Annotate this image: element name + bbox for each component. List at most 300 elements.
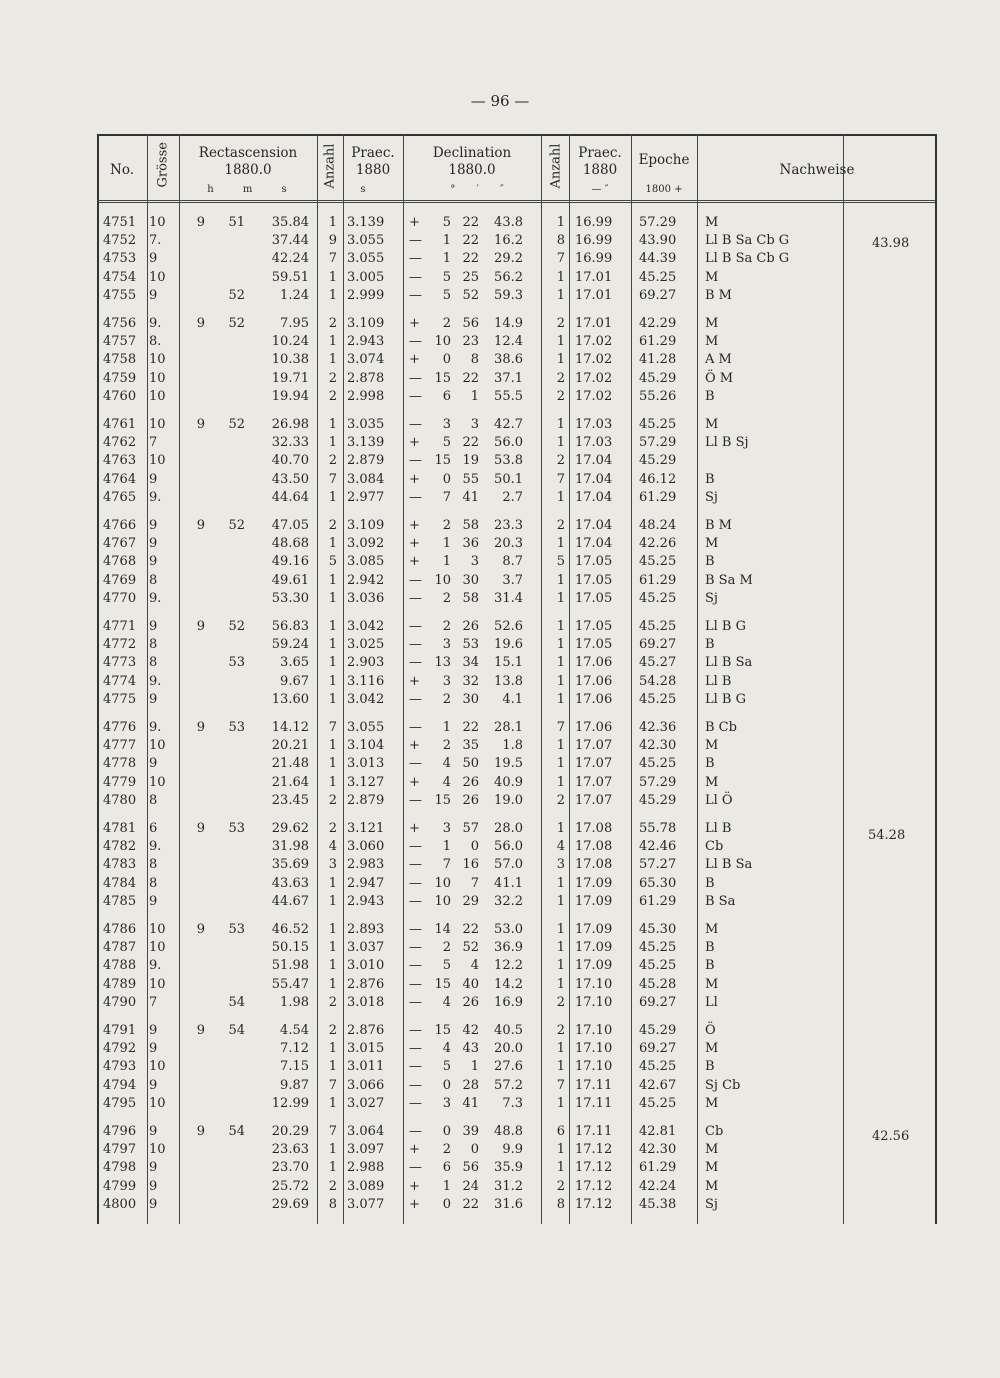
table-row — [97, 994, 935, 1012]
table-row — [97, 957, 935, 975]
cell-n2: 1 — [556, 958, 565, 974]
cell-dm: 30 — [462, 691, 479, 707]
cell-pra: 3.015 — [347, 1041, 385, 1057]
cell-dm: 42 — [462, 1023, 479, 1038]
cell-no: 4772 — [103, 637, 137, 653]
cell-no: 4768 — [103, 554, 137, 570]
cell-mag: 7 — [149, 435, 158, 451]
cell-ref: M — [705, 1041, 719, 1057]
cell-dm: 58 — [462, 518, 479, 533]
cell-n2: 1 — [556, 940, 565, 956]
cell-dm: 1 — [470, 388, 479, 404]
cell-dd: 4 — [442, 994, 451, 1010]
cell-ref: Cb — [705, 839, 724, 855]
cell-mag: 8 — [149, 637, 158, 653]
cell-pra: 3.109 — [347, 316, 385, 331]
cell-pra: 2.879 — [347, 453, 385, 469]
cell-mag: 9 — [149, 536, 158, 552]
header-epoche: Epoche — [638, 152, 690, 168]
cell-n2: 1 — [556, 637, 565, 653]
cell-s: 49.61 — [271, 572, 309, 588]
cell-pra: 3.064 — [347, 1124, 385, 1139]
cell-sign: — — [409, 839, 422, 855]
cell-dd: 3 — [442, 1095, 451, 1111]
cell-dm: 50 — [462, 756, 479, 772]
cell-prd: 17.09 — [575, 875, 613, 891]
cell-no: 4771 — [103, 619, 137, 634]
cell-n1: 1 — [328, 489, 337, 505]
cell-ref: B — [705, 940, 715, 956]
cell-ds: 14.2 — [494, 976, 523, 992]
cell-mag: 8 — [149, 792, 158, 808]
cell-ds: 40.9 — [494, 774, 523, 790]
cell-ep: 41.28 — [639, 352, 677, 368]
cell-sign: + — [409, 554, 420, 570]
table-row — [97, 315, 935, 333]
cell-sign: — — [409, 958, 422, 974]
cell-ds: 2.7 — [502, 489, 523, 505]
cell-dd: 4 — [442, 774, 451, 790]
cell-no: 4774 — [103, 673, 137, 689]
cell-pra: 3.042 — [347, 619, 385, 634]
cell-dd: 1 — [442, 251, 451, 267]
cell-dm: 3 — [470, 417, 479, 432]
cell-dm: 8 — [470, 352, 479, 368]
cell-sign: + — [409, 738, 420, 754]
cell-pra: 3.060 — [347, 839, 385, 855]
cell-ds: 28.1 — [494, 720, 523, 735]
cell-pra: 2.977 — [347, 489, 385, 505]
cell-s: 13.60 — [271, 691, 309, 707]
cell-n2: 1 — [556, 1095, 565, 1111]
cell-n1: 1 — [328, 1059, 337, 1075]
cell-dm: 26 — [462, 792, 479, 808]
cell-dd: 15 — [434, 792, 451, 808]
cell-ds: 53.0 — [494, 922, 523, 937]
header-rectascension: Rectascension — [198, 145, 298, 161]
cell-mag: 9 — [149, 287, 158, 303]
cell-pra: 2.943 — [347, 334, 385, 350]
cell-sign: — — [409, 893, 422, 909]
cell-mag: 9. — [149, 316, 162, 331]
cell-dm: 22 — [462, 370, 479, 386]
cell-pra: 2.903 — [347, 655, 385, 671]
cell-no: 4779 — [103, 774, 137, 790]
cell-no: 4791 — [103, 1023, 137, 1038]
cell-pra: 3.097 — [347, 1142, 385, 1158]
cell-n1: 1 — [328, 619, 337, 634]
cell-dm: 22 — [462, 720, 479, 735]
cell-sign: + — [409, 774, 420, 790]
cell-m: 54 — [228, 1124, 245, 1139]
cell-ep: 42.46 — [639, 839, 677, 855]
cell-mag: 7. — [149, 233, 162, 249]
cell-pra: 3.104 — [347, 738, 385, 754]
cell-pra: 2.879 — [347, 792, 385, 808]
cell-pra: 2.878 — [347, 370, 385, 386]
cell-mag: 9 — [149, 251, 158, 267]
cell-n1: 1 — [328, 215, 337, 230]
cell-mag: 10 — [149, 738, 166, 754]
cell-s: 55.47 — [271, 976, 309, 992]
cell-mag: 10 — [149, 453, 166, 469]
cell-m: 53 — [228, 720, 245, 735]
cell-prd: 16.99 — [575, 251, 613, 267]
cell-sign: — — [409, 976, 422, 992]
cell-prd: 17.04 — [575, 536, 613, 552]
cell-ds: 57.0 — [494, 857, 523, 873]
cell-s: 43.50 — [271, 471, 309, 487]
cell-ep: 45.30 — [639, 922, 677, 937]
cell-pra: 2.943 — [347, 893, 385, 909]
cell-n1: 1 — [328, 1142, 337, 1158]
cell-prd: 17.12 — [575, 1196, 613, 1212]
table-row — [97, 388, 935, 406]
cell-s: 12.99 — [271, 1095, 309, 1111]
cell-ep: 45.25 — [639, 417, 677, 432]
cell-sign: — — [409, 1077, 422, 1093]
cell-s: 42.24 — [271, 251, 309, 267]
cell-sign: + — [409, 471, 420, 487]
cell-ep: 42.67 — [639, 1077, 677, 1093]
cell-mag: 9. — [149, 673, 162, 689]
cell-sign: + — [409, 316, 420, 331]
cell-dd: 1 — [442, 720, 451, 735]
cell-ref: B — [705, 875, 715, 891]
cell-pra: 3.085 — [347, 554, 385, 570]
cell-prd: 17.05 — [575, 619, 613, 634]
cell-dd: 1 — [442, 536, 451, 552]
cell-n1: 3 — [328, 857, 337, 873]
cell-h: 9 — [196, 821, 205, 836]
cell-mag: 8 — [149, 875, 158, 891]
cell-ep: 61.29 — [639, 1160, 677, 1176]
cell-mag: 9 — [149, 893, 158, 909]
cell-pra: 2.988 — [347, 1160, 385, 1176]
cell-ep: 45.29 — [639, 792, 677, 808]
cell-ep: 42.26 — [639, 536, 677, 552]
cell-h: 9 — [196, 417, 205, 432]
cell-ds: 31.4 — [494, 590, 523, 606]
cell-ds: 9.9 — [502, 1142, 523, 1158]
cell-ref: M — [705, 334, 719, 350]
cell-ds: 38.6 — [494, 352, 523, 368]
cell-prd: 17.01 — [575, 269, 613, 285]
cell-h: 9 — [196, 1124, 205, 1139]
cell-prd: 17.09 — [575, 940, 613, 956]
header-nachweise: Nachweise — [779, 162, 855, 178]
cell-dm: 7 — [470, 875, 479, 891]
table-row — [97, 517, 935, 535]
cell-prd: 17.07 — [575, 738, 613, 754]
cell-ds: 36.9 — [494, 940, 523, 956]
cell-dm: 57 — [462, 821, 479, 836]
cell-no: 4763 — [103, 453, 137, 469]
cell-sign: + — [409, 518, 420, 533]
cell-pra: 2.942 — [347, 572, 385, 588]
cell-prd: 17.11 — [575, 1077, 613, 1093]
cell-ref: M — [705, 536, 719, 552]
table-row — [97, 774, 935, 792]
cell-pra: 3.055 — [347, 233, 385, 249]
cell-no: 4756 — [103, 316, 137, 331]
cell-prd: 17.04 — [575, 518, 613, 533]
cell-n2: 1 — [556, 287, 565, 303]
cell-s: 29.62 — [271, 821, 309, 836]
cell-no: 4794 — [103, 1077, 137, 1093]
cell-no: 4783 — [103, 857, 137, 873]
cell-ds: 52.6 — [494, 619, 523, 634]
side-note: 42.56 — [872, 1129, 910, 1144]
cell-ep: 48.24 — [639, 518, 677, 533]
cell-sign: — — [409, 417, 422, 432]
cell-dm: 22 — [462, 435, 479, 451]
cell-n2: 1 — [556, 1160, 565, 1176]
cell-mag: 9 — [149, 1196, 158, 1212]
cell-ref: Ll B G — [705, 691, 746, 707]
cell-pra: 2.983 — [347, 857, 385, 873]
cell-sign: + — [409, 215, 420, 230]
cell-m: 53 — [228, 655, 245, 671]
cell-pra: 3.055 — [347, 251, 385, 267]
cell-sign: — — [409, 875, 422, 891]
cell-dd: 2 — [442, 619, 451, 634]
cell-m: 52 — [228, 287, 245, 303]
cell-n1: 2 — [328, 1178, 337, 1194]
cell-mag: 10 — [149, 922, 166, 937]
cell-n1: 1 — [328, 287, 337, 303]
cell-ds: 56.0 — [494, 435, 523, 451]
cell-ep: 45.27 — [639, 655, 677, 671]
cell-s: 19.71 — [271, 370, 309, 386]
cell-no: 4760 — [103, 388, 137, 404]
cell-prd: 17.12 — [575, 1142, 613, 1158]
cell-mag: 10 — [149, 352, 166, 368]
cell-pra: 3.066 — [347, 1077, 385, 1093]
cell-no: 4776 — [103, 720, 137, 735]
cell-ref: B Sa M — [705, 572, 753, 588]
cell-ds: 20.3 — [494, 536, 523, 552]
cell-mag: 10 — [149, 976, 166, 992]
cell-dd: 4 — [442, 1041, 451, 1057]
cell-mag: 9 — [149, 1124, 158, 1139]
cell-n2: 7 — [556, 251, 565, 267]
cell-n1: 1 — [328, 1160, 337, 1176]
table-row — [97, 416, 935, 434]
table-row — [97, 351, 935, 369]
cell-pra: 2.893 — [347, 922, 385, 937]
cell-n1: 1 — [328, 352, 337, 368]
cell-n1: 7 — [328, 720, 337, 735]
cell-dd: 2 — [442, 316, 451, 331]
cell-sign: — — [409, 233, 422, 249]
cell-mag: 10 — [149, 417, 166, 432]
table-row — [97, 921, 935, 939]
cell-s: 10.38 — [271, 352, 309, 368]
cell-ref: Sj Cb — [705, 1077, 741, 1093]
cell-dd: 3 — [442, 637, 451, 653]
cell-ep: 55.78 — [639, 821, 677, 836]
table-row — [97, 1077, 935, 1095]
cell-ep: 45.28 — [639, 976, 677, 992]
cell-ds: 40.5 — [494, 1023, 523, 1038]
cell-ref: B — [705, 554, 715, 570]
cell-ref: Ll B Sj — [705, 435, 749, 451]
cell-ep: 45.29 — [639, 453, 677, 469]
cell-s: 48.68 — [271, 536, 309, 552]
cell-dd: 10 — [434, 875, 451, 891]
cell-sign: — — [409, 1124, 422, 1139]
cell-dd: 15 — [434, 370, 451, 386]
cell-prd: 17.04 — [575, 453, 613, 469]
page-number: — 96 — — [470, 92, 530, 110]
cell-n2: 1 — [556, 1142, 565, 1158]
cell-ep: 61.29 — [639, 572, 677, 588]
cell-n1: 1 — [328, 1095, 337, 1111]
cell-s: 9.87 — [280, 1077, 309, 1093]
table-row — [97, 673, 935, 691]
cell-ep: 46.12 — [639, 471, 677, 487]
cell-no: 4789 — [103, 976, 137, 992]
header-ra-units: h m s — [207, 184, 287, 195]
cell-no: 4754 — [103, 269, 137, 285]
cell-h: 9 — [196, 215, 205, 230]
cell-dm: 19 — [462, 453, 479, 469]
cell-dm: 56 — [462, 1160, 479, 1176]
cell-n2: 1 — [556, 738, 565, 754]
cell-n2: 1 — [556, 976, 565, 992]
cell-pra: 2.947 — [347, 875, 385, 891]
cell-ref: M — [705, 922, 719, 937]
cell-prd: 17.02 — [575, 388, 613, 404]
cell-prd: 17.10 — [575, 976, 613, 992]
cell-n2: 8 — [556, 233, 565, 249]
cell-pra: 3.139 — [347, 215, 385, 230]
cell-pra: 3.025 — [347, 637, 385, 653]
cell-ref: A M — [705, 352, 732, 368]
cell-dm: 3 — [470, 554, 479, 570]
cell-pra: 3.074 — [347, 352, 385, 368]
cell-dd: 3 — [442, 673, 451, 689]
header-groesse: Grösse — [155, 142, 171, 188]
cell-prd: 16.99 — [575, 233, 613, 249]
cell-ds: 37.1 — [494, 370, 523, 386]
cell-pra: 3.077 — [347, 1196, 385, 1212]
cell-dd: 2 — [442, 691, 451, 707]
cell-prd: 17.01 — [575, 316, 613, 331]
cell-no: 4766 — [103, 518, 137, 533]
cell-h: 9 — [196, 518, 205, 533]
table-row — [97, 452, 935, 470]
header-no: No. — [110, 162, 134, 178]
cell-dm: 26 — [462, 994, 479, 1010]
cell-ref: B — [705, 1059, 715, 1075]
cell-n2: 3 — [556, 857, 565, 873]
cell-dd: 15 — [434, 976, 451, 992]
cell-ref: Ll — [705, 994, 718, 1010]
cell-dd: 3 — [442, 417, 451, 432]
cell-pra: 3.035 — [347, 417, 385, 432]
cell-no: 4773 — [103, 655, 137, 671]
cell-sign: — — [409, 1023, 422, 1038]
cell-n2: 1 — [556, 756, 565, 772]
cell-dm: 40 — [462, 976, 479, 992]
table-row — [97, 691, 935, 709]
cell-s: 44.64 — [271, 489, 309, 505]
cell-ep: 45.25 — [639, 1095, 677, 1111]
table-row — [97, 1058, 935, 1076]
cell-n2: 6 — [556, 1124, 565, 1139]
cell-ref: B Sa — [705, 893, 736, 909]
cell-no: 4759 — [103, 370, 137, 386]
cell-dm: 32 — [462, 673, 479, 689]
cell-ep: 45.25 — [639, 958, 677, 974]
cell-ds: 57.2 — [494, 1077, 523, 1093]
cell-sign: — — [409, 287, 422, 303]
cell-mag: 6 — [149, 821, 158, 836]
cell-n2: 2 — [556, 388, 565, 404]
cell-n1: 2 — [328, 821, 337, 836]
cell-s: 40.70 — [271, 453, 309, 469]
cell-ref: M — [705, 1142, 719, 1158]
cell-s: 21.64 — [271, 774, 309, 790]
cell-mag: 9. — [149, 590, 162, 606]
table-row — [97, 1123, 935, 1141]
cell-sign: — — [409, 792, 422, 808]
cell-ds: 48.8 — [494, 1124, 523, 1139]
cell-dd: 0 — [442, 1124, 451, 1139]
cell-no: 4781 — [103, 821, 137, 836]
table-row — [97, 471, 935, 489]
header-praec-year: 1880 — [355, 162, 391, 178]
cell-dm: 52 — [462, 940, 479, 956]
cell-ref: B M — [705, 287, 732, 303]
cell-n1: 1 — [328, 738, 337, 754]
cell-s: 31.98 — [271, 839, 309, 855]
cell-dd: 10 — [434, 334, 451, 350]
cell-dm: 22 — [462, 922, 479, 937]
table-row — [97, 1040, 935, 1058]
cell-prd: 17.09 — [575, 958, 613, 974]
cell-n2: 2 — [556, 316, 565, 331]
cell-ep: 45.25 — [639, 590, 677, 606]
header-praec-unit: s — [360, 184, 366, 195]
cell-ref: Cb — [705, 1124, 724, 1139]
cell-s: 1.98 — [280, 994, 309, 1010]
cell-pra: 3.121 — [347, 821, 385, 836]
cell-no: 4786 — [103, 922, 137, 937]
cell-m: 52 — [228, 316, 245, 331]
cell-dd: 14 — [434, 922, 451, 937]
cell-ep: 44.39 — [639, 251, 677, 267]
cell-dm: 22 — [462, 251, 479, 267]
cell-dd: 7 — [442, 857, 451, 873]
cell-n1: 7 — [328, 1077, 337, 1093]
cell-n2: 1 — [556, 489, 565, 505]
cell-n1: 2 — [328, 994, 337, 1010]
cell-n1: 7 — [328, 251, 337, 267]
cell-ep: 57.29 — [639, 774, 677, 790]
cell-ep: 42.24 — [639, 1178, 677, 1194]
cell-no: 4782 — [103, 839, 137, 855]
cell-ref: Ll B — [705, 821, 732, 836]
cell-ds: 14.9 — [494, 316, 523, 331]
cell-ds: 42.7 — [494, 417, 523, 432]
cell-ref: M — [705, 1178, 719, 1194]
cell-sign: — — [409, 572, 422, 588]
cell-dd: 2 — [442, 940, 451, 956]
cell-s: 23.70 — [271, 1160, 309, 1176]
